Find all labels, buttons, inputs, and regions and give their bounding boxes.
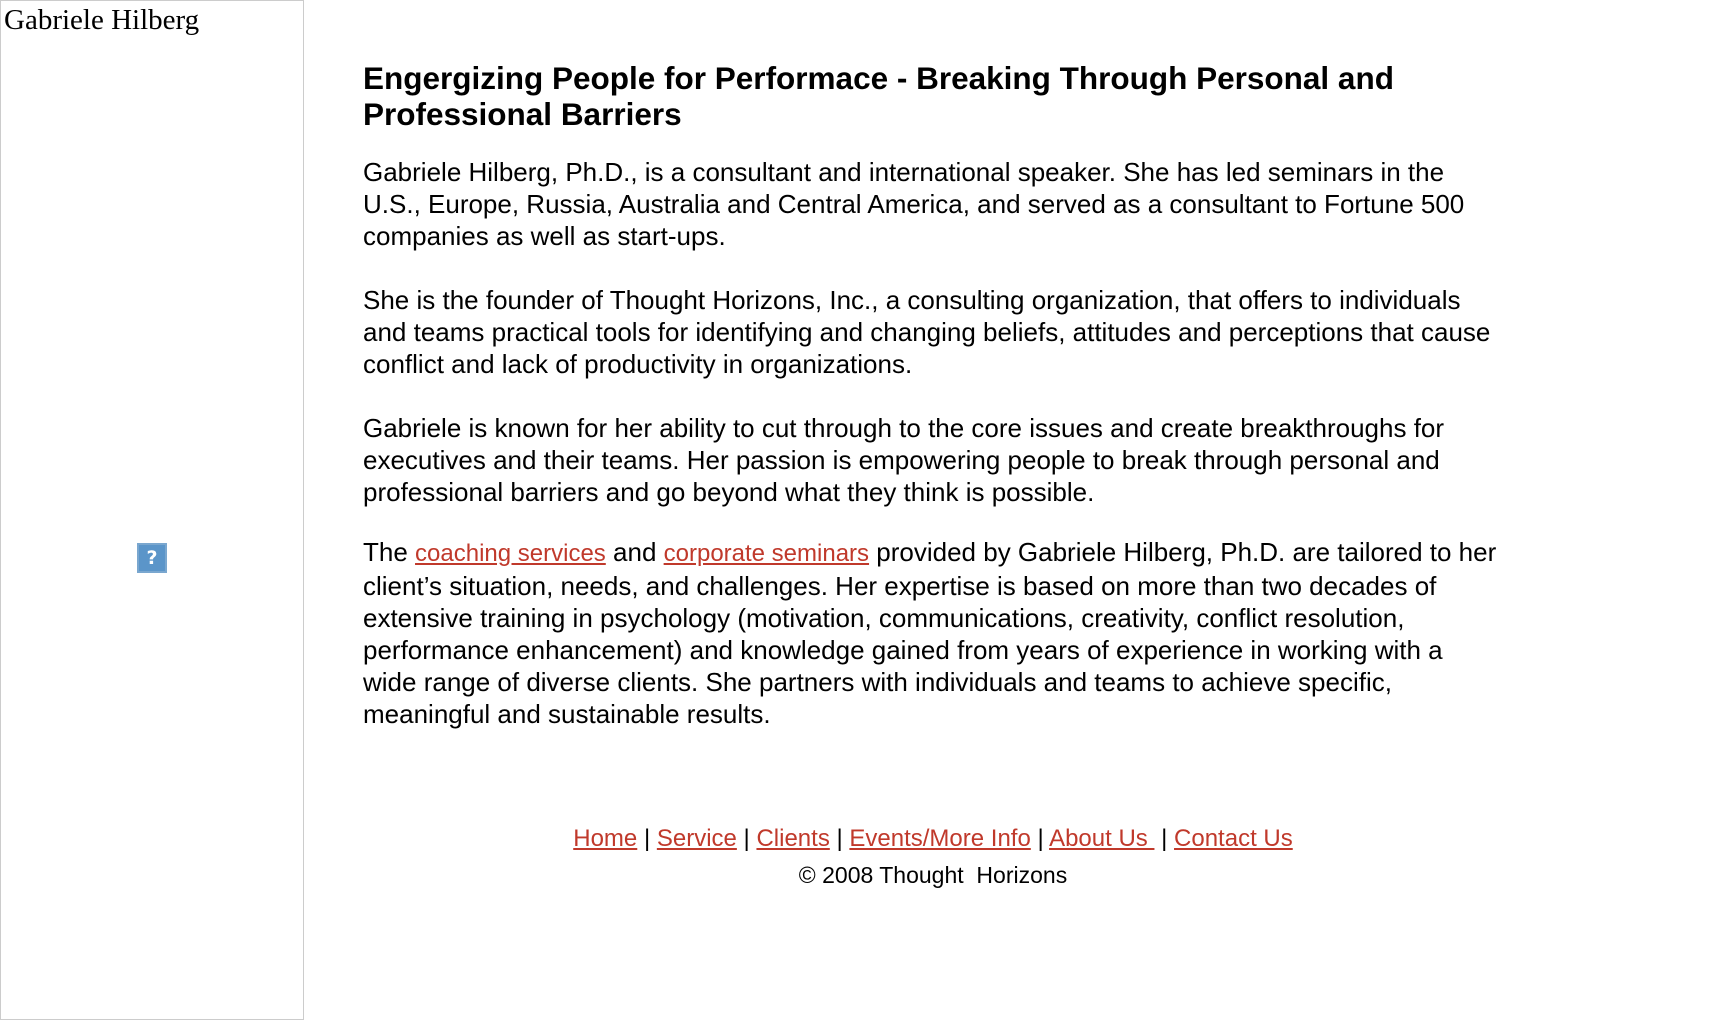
coaching-services-link[interactable]: coaching services [415, 540, 606, 567]
nav-clients-link[interactable]: Clients [756, 825, 830, 852]
nav-separator: | [1037, 825, 1044, 852]
nav-service-link[interactable]: Service [656, 825, 737, 852]
broken-image-icon [137, 543, 167, 573]
nav-separator: | [836, 825, 843, 852]
question-mark-icon: ? [146, 546, 158, 569]
paragraph-4-joiner: and [605, 537, 664, 567]
sidebar [0, 0, 304, 1020]
main-content [363, 0, 1503, 730]
nav-contact-link[interactable]: Contact Us [1174, 825, 1293, 852]
nav-events-link[interactable]: Events/More Info [849, 825, 1031, 852]
bio-paragraph-3: Gabriele is known for her ability to cut through to the core issues and create breakthroughs for executives and their teams. Her passion is empowering people to break through personal and professional barriers and go beyond what they think is possible. [363, 413, 1445, 507]
sidebar-name: Gabriele Hilberg [4, 4, 200, 36]
bio-paragraph-4 [363, 536, 1503, 730]
footer [363, 823, 1503, 891]
paragraph-4-intro: The [363, 537, 416, 567]
nav-separator: | [643, 825, 651, 852]
bio-paragraph-1: Gabriele Hilberg, Ph.D., is a consultant and international speaker. She has led seminars in the U.S., Europe, Russia, Australia and Central America, and served as a consultant to Fortune 500 companies as well as start-ups. [363, 157, 1465, 251]
copyright: © 2008 Thought Horizons [798, 862, 1068, 888]
nav-separator: | [743, 825, 750, 852]
nav-separator: | [1161, 825, 1168, 852]
paragraph-4-body: provided by Gabriele Hilberg, Ph.D. are tailored to her client’s situation, needs, and challenges. Her expertise is based on more than two decades of extensive training in psychology (motivation, communications, creativity, conflict resolution, performance enhancement) and knowledge gained from years of experience in working with a wide range of diverse clients. She partners with individuals and teams to achieve specific, meaningful and sustainable results. [363, 537, 1497, 729]
footer-nav [363, 823, 1503, 855]
corporate-seminars-link[interactable]: corporate seminars [663, 540, 870, 567]
page-headline: Engergizing People for Performace - Breaking Through Personal and Professional Barriers [363, 60, 1394, 132]
bio-paragraph-2: She is the founder of Thought Horizons, Inc., a consulting organization, that offers to individuals and teams practical tools for identifying and changing beliefs, attitudes and perceptions that cause conflict and lack of productivity in organizations. [363, 285, 1491, 379]
nav-about-link[interactable]: About Us [1049, 825, 1155, 852]
nav-home-link[interactable]: Home [573, 825, 638, 852]
